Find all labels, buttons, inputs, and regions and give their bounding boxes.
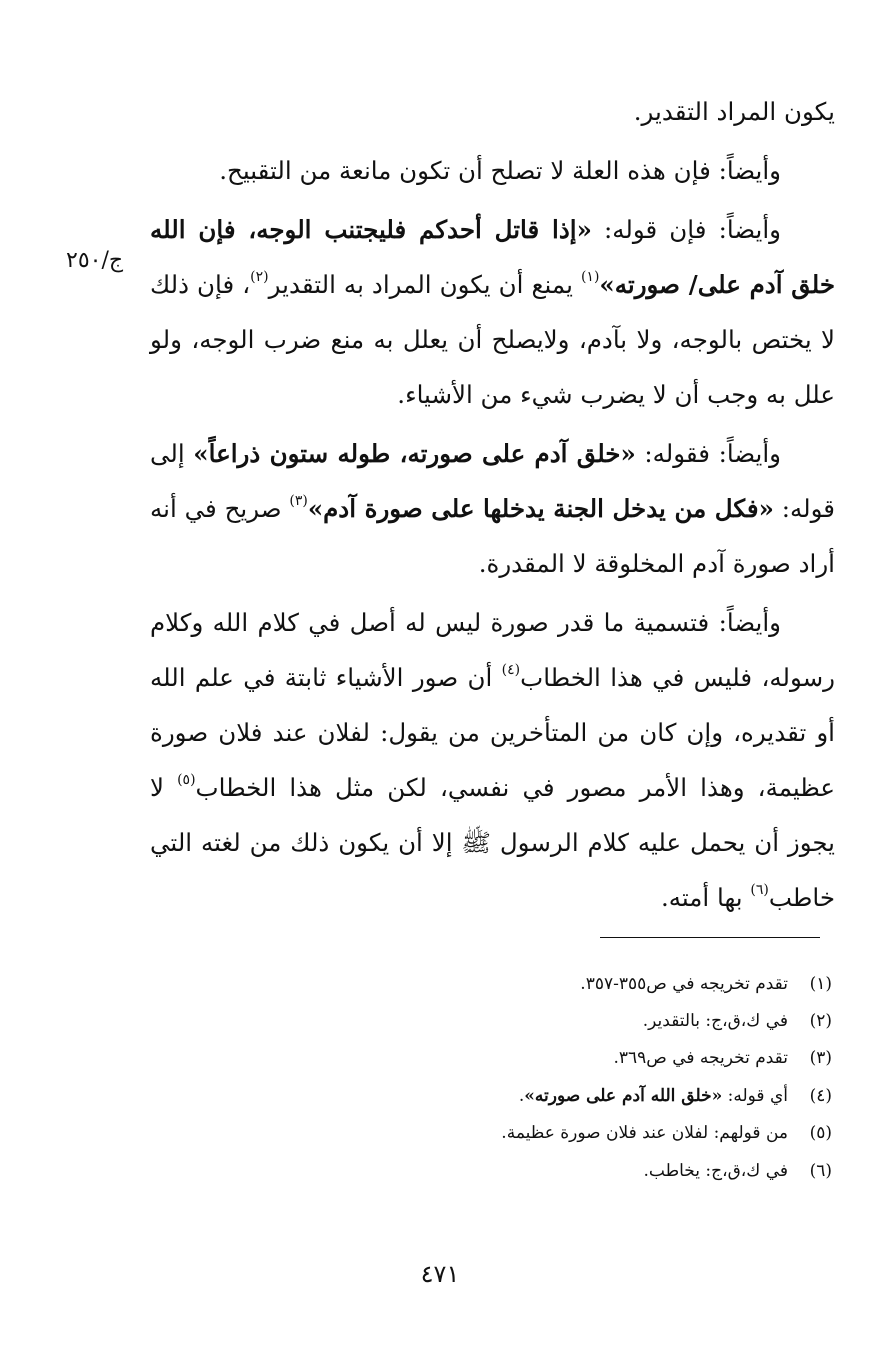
paragraph-text: ، فإن ذلك لا يختص بالوجه، ولا بآدم، ولايصلح أن يعلل به منع ضرب الوجه، ولو علل به وجب أن لا يضرب شيء من الأشياء. [150, 270, 835, 409]
paragraph-text: يمنع أن يكون المراد به التقدير [268, 270, 581, 299]
footnote-number: (١) [809, 973, 832, 994]
footnote-number: (٥) [809, 1123, 832, 1144]
footnote-item [300, 1152, 832, 1189]
main-text [150, 84, 835, 925]
paragraph-text: يكون المراد التقدير. [633, 97, 835, 126]
paragraph-text: وأيضاً: فتسمية ما قدر صورة ليس له أصل في كلام الله وكلام رسوله، فليس في هذا الخطاب [150, 608, 835, 692]
paragraph-2 [150, 143, 835, 198]
page-number: ٤٧١ [420, 1260, 460, 1288]
footnote-ref: (٤) [501, 662, 521, 678]
footnote-ref: (٢) [250, 269, 269, 285]
footnotes [300, 965, 832, 1189]
paragraph-text: بها أمته. [660, 883, 751, 912]
footnote-ref: (٥) [177, 772, 196, 788]
paragraph-4 [150, 426, 835, 591]
footnote-ref: (٣) [289, 493, 308, 509]
footnote-item [300, 1115, 832, 1152]
footnote-text [519, 1086, 788, 1106]
footnote-item [300, 1040, 832, 1077]
footnote-text: في ك،ق،ج: يخاطب. [643, 1160, 788, 1181]
footnote-text: في ك،ق،ج: بالتقدير. [642, 1011, 788, 1032]
footnote-quote: «خلق الله آدم على صورته» [524, 1085, 723, 1106]
paragraph-text: وأيضاً: فإن هذه العلة لا تصلح أن تكون مانعة من التقبيح. [219, 156, 781, 185]
footnote-text-part: أي قوله: [722, 1085, 788, 1106]
footnote-text-end: . [518, 1085, 525, 1106]
footnote-ref: (٦) [750, 882, 769, 898]
paragraph-text: لا يجوز أن يحمل عليه كلام الرسول ﷺ إلا أن يكون ذلك من لغته التي خاطب [150, 773, 835, 912]
footnote-item [300, 1002, 832, 1039]
hadith-quote: «إذا قاتل أحدكم فليجتنب الوجه، فإن الله خلق آدم على/ صورته» [150, 215, 835, 299]
footnote-number: (٢) [809, 1011, 832, 1032]
footnote-text: تقدم تخريجه في ص٣٥٥-٣٥٧. [580, 973, 788, 994]
footnote-number: (٣) [809, 1048, 832, 1069]
footnote-separator [600, 937, 820, 938]
footnote-number: (٦) [809, 1160, 832, 1181]
footnote-number: (٤) [809, 1085, 832, 1106]
paragraph-3 [150, 202, 835, 422]
footnote-item [300, 965, 832, 1002]
paragraph-text: أن صور الأشياء ثابتة في علم الله أو تقديره، وإن كان من المتأخرين من يقول: لفلان عند فلان صورة عظيمة، وهذا الأمر مصور في نفسي، لكن مثل هذا الخطاب [150, 663, 835, 802]
footnote-text: من قولهم: لفلان عند فلان صورة عظيمة. [501, 1123, 788, 1144]
paragraph-text: صريح في أنه أراد صورة آدم المخلوقة لا المقدرة. [150, 494, 835, 578]
hadith-quote: «فكل من يدخل الجنة يدخلها على صورة آدم» [307, 494, 774, 523]
footnote-text: تقدم تخريجه في ص٣٦٩. [613, 1048, 788, 1069]
footnote-item [300, 1077, 832, 1114]
margin-note: ج/٢٥٠ [66, 248, 124, 273]
paragraph-text: وأيضاً: فقوله: [635, 439, 782, 468]
paragraph-1 [150, 84, 835, 139]
paragraph-5 [150, 595, 835, 925]
footnote-ref: (١) [580, 269, 600, 285]
paragraph-text: إلى قوله: [150, 439, 835, 523]
paragraph-text: وأيضاً: فإن قوله: [591, 215, 781, 244]
hadith-quote: «خلق آدم على صورته، طوله ستون ذراعاً» [193, 439, 636, 468]
